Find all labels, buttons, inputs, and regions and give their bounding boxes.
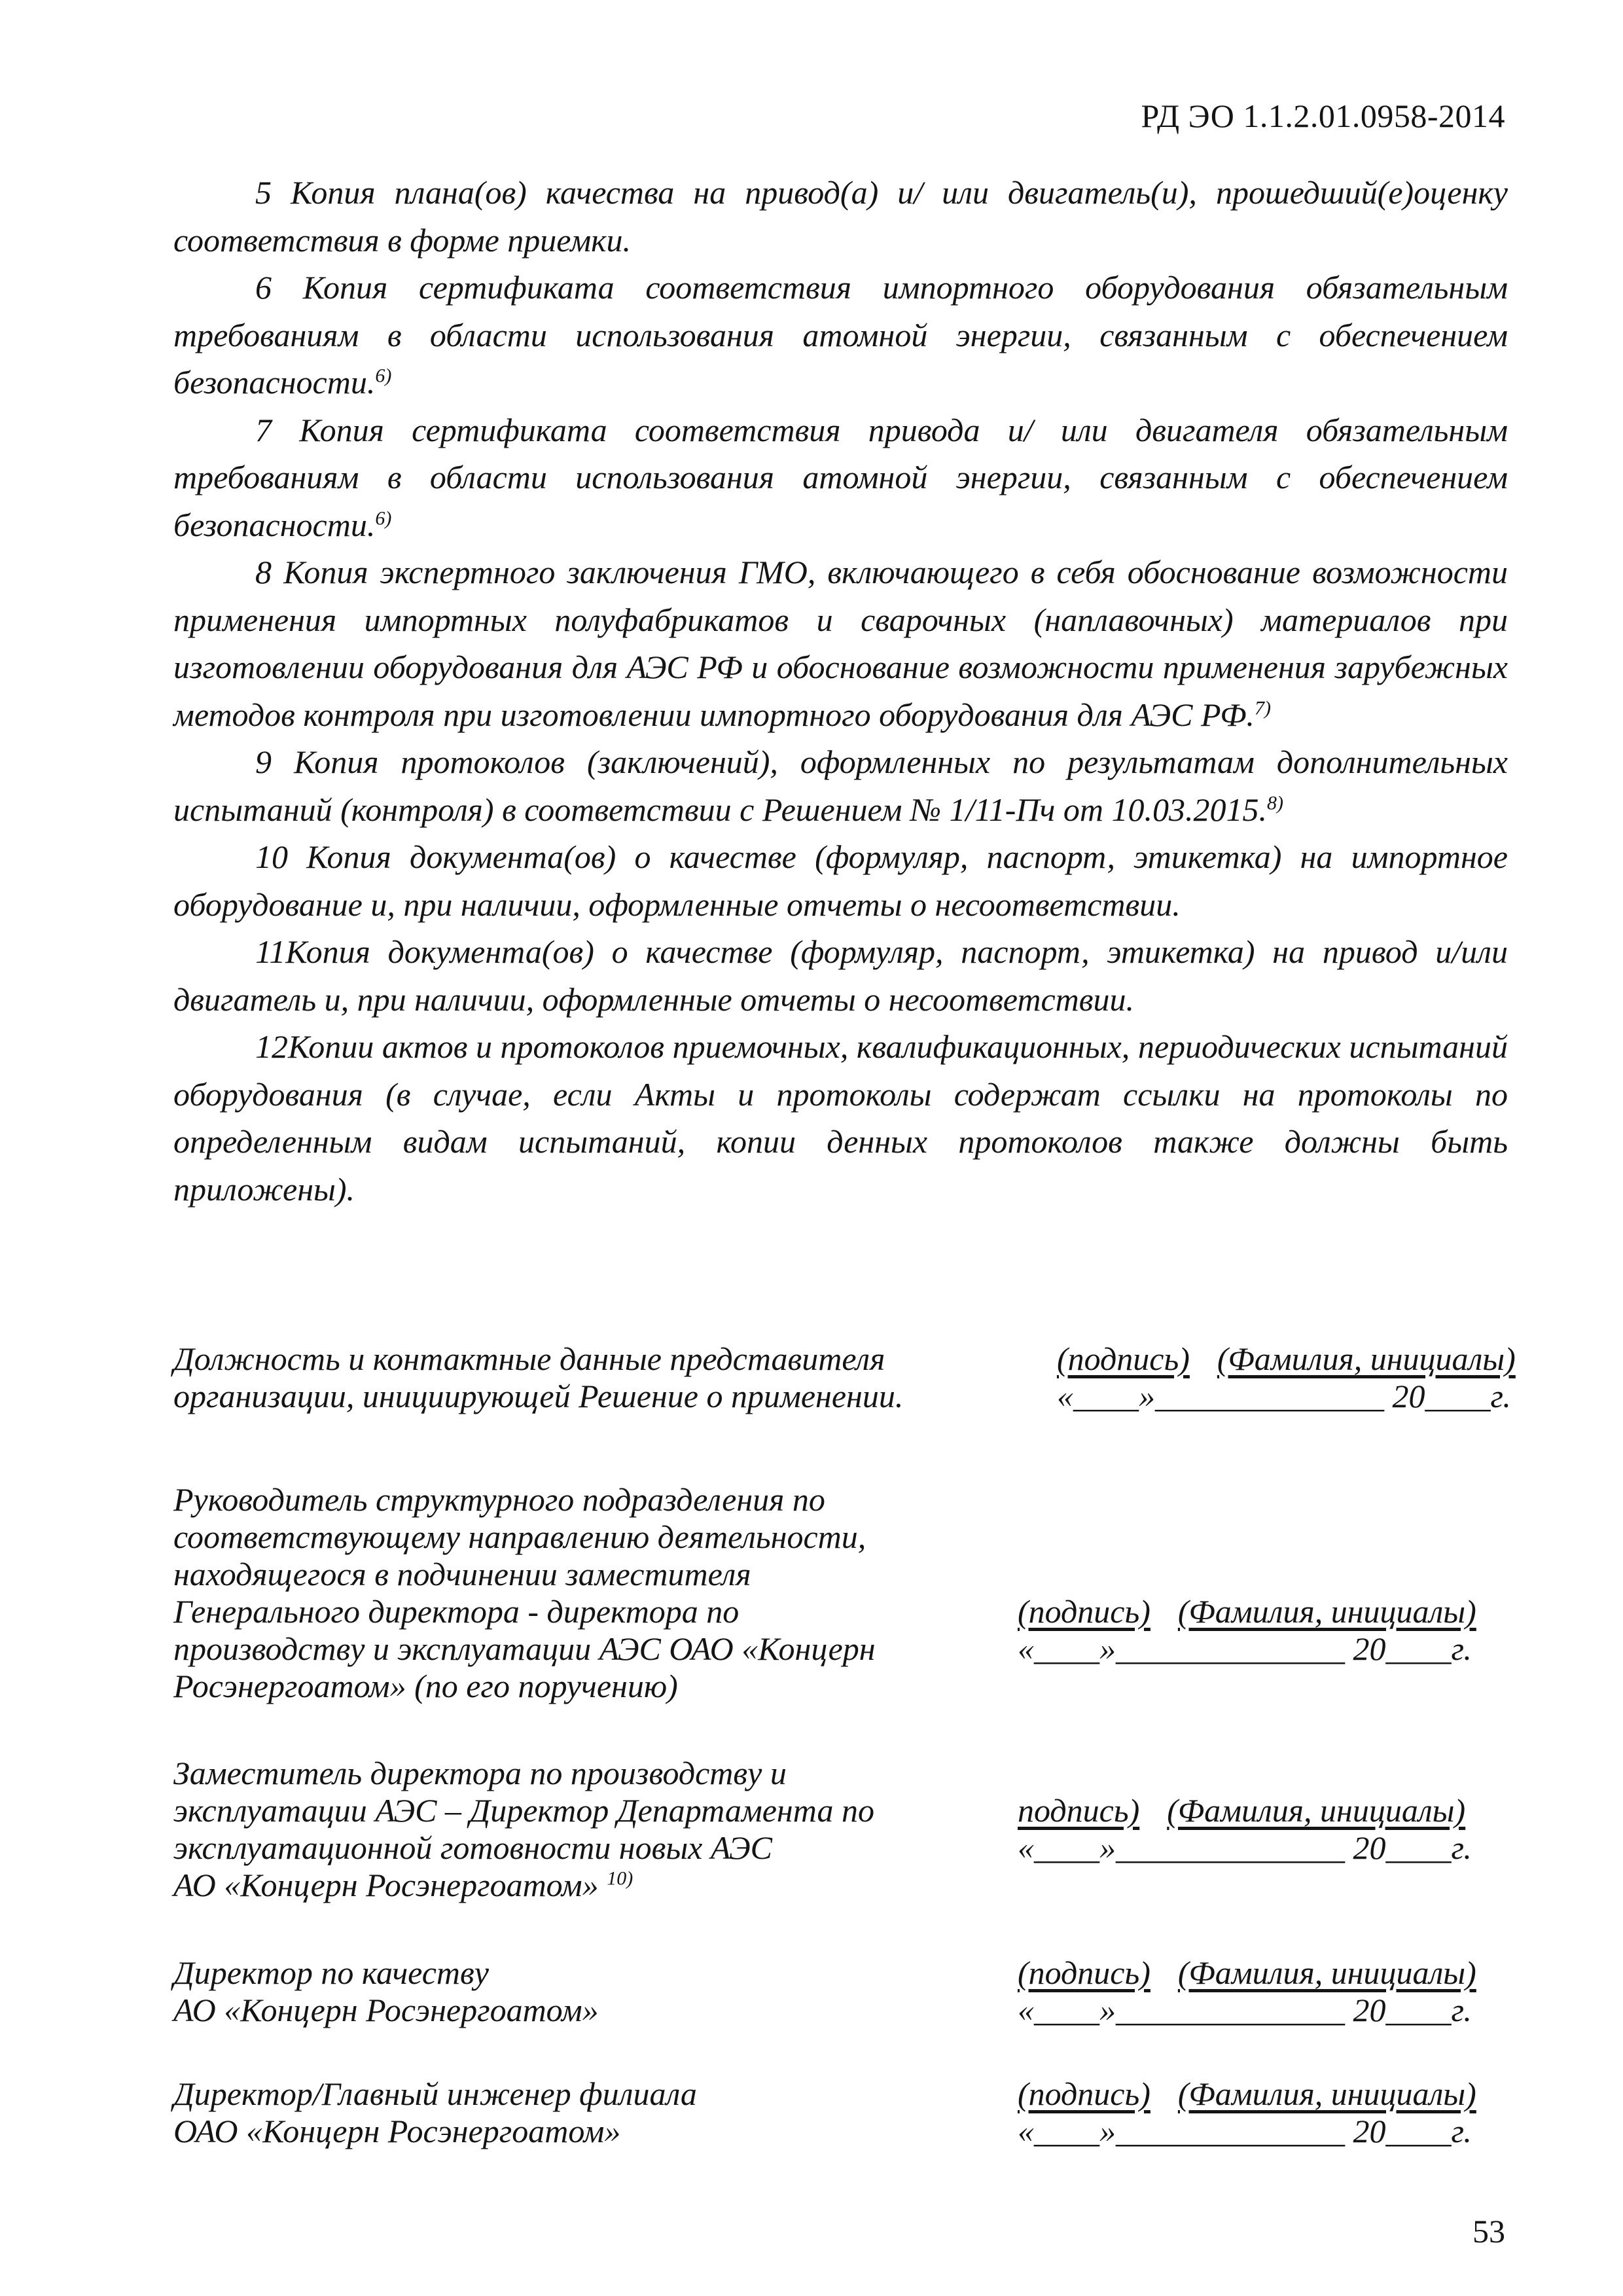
list-item-text: 10 Копия документа(ов) о качестве (формуляр, паспорт, этикетка) на импортное оборудование и, при наличии, оформленные отчеты о несоответствии. <box>173 838 1508 923</box>
signatory-line: Генерального директора - директора по <box>173 1593 740 1630</box>
footnote-ref: 6) <box>375 365 392 387</box>
list-item <box>173 928 1508 1023</box>
list-item-text: 11Копия документа(ов) о качестве (формуляр, паспорт, этикетка) на привод и/или двигатель и, при наличии, оформленные отчеты о несоответствии. <box>173 933 1508 1018</box>
name-label: (Фамилия, инициалы) <box>1167 1792 1466 1829</box>
signatory-line: производству и эксплуатации АЭС ОАО «Концерн <box>173 1630 876 1667</box>
signatory-line: Директор по качеству <box>173 1954 489 1991</box>
date-line: «____»______________ 20____г. <box>1018 1630 1472 1667</box>
list-item-text: 6 Копия сертификата соответствия импортного оборудования обязательным требованиям в области использования атомной энергии, связанным с обеспечением безопасности. <box>173 269 1508 401</box>
signatory-line: Заместитель директора по производству и <box>173 1755 787 1791</box>
signatory-line: Руководитель структурного подразделения по <box>173 1481 825 1518</box>
list-item <box>173 169 1508 264</box>
signature-fields <box>1057 1340 1516 1415</box>
name-label: (Фамилия, инициалы) <box>1177 1954 1476 1991</box>
signatory-line <box>173 1867 1024 1904</box>
signatory-line: эксплуатационной готовности новых АЭС <box>173 1829 773 1866</box>
list-item-text: 8 Копия экспертного заключения ГМО, включающего в себя обоснование возможности применения импортных полуфабрикатов и сварочных (наплавочных) материалов при изготовлении оборудования для АЭС РФ и обоснование возможности применения зарубежных методов контроля при изготовлении импортного оборудования для АЭС РФ. <box>173 554 1508 733</box>
signature-fields <box>1018 1792 1472 1867</box>
signature-label: (подпись) <box>1018 2075 1150 2112</box>
footnote-ref: 8) <box>1266 791 1283 814</box>
signature-block <box>173 1481 1558 1705</box>
date-line: «____»______________ 20____г. <box>1057 1378 1511 1414</box>
signature-label: подпись) <box>1018 1792 1140 1829</box>
list-item <box>173 738 1508 833</box>
signature-label: (подпись) <box>1057 1340 1190 1377</box>
list-item <box>173 833 1508 928</box>
signature-fields <box>1018 2075 1476 2150</box>
signature-label: (подпись) <box>1018 1593 1150 1630</box>
signatory-line: находящегося в подчинении заместителя <box>173 1556 751 1592</box>
signature-block <box>173 2075 1558 2150</box>
date-line: «____»______________ 20____г. <box>1018 1992 1472 2028</box>
signatory-line: Росэнергоатом» (по его поручению) <box>173 1668 678 1704</box>
date-line: «____»______________ 20____г. <box>1018 2113 1472 2149</box>
list-item <box>173 406 1508 549</box>
list-item-text: 9 Копия протоколов (заключений), оформленных по результатам дополнительных испытаний (контроля) в соответствии с Решением № 1/11-Пч от 10.03.2015. <box>173 744 1508 828</box>
list-item-text: 5 Копия плана(ов) качества на привод(а) и/ или двигатель(и), прошедший(е)оценку соответствия в форме приемки. <box>173 174 1508 259</box>
signature-block <box>173 1340 1558 1415</box>
signatory-position <box>173 1755 1024 1904</box>
signatory-position <box>173 1481 1024 1705</box>
document-code: РД ЭО 1.1.2.01.0958-2014 <box>1141 98 1505 134</box>
signatory-line: Должность и контактные данные представителя <box>173 1340 885 1377</box>
signature-block <box>173 1954 1558 2029</box>
list-item <box>173 548 1508 738</box>
signatory-line: АО «Концерн Росэнергоатом» <box>173 1992 599 2028</box>
signatory-position <box>173 2075 1024 2150</box>
signature-block <box>173 1755 1558 1904</box>
signatory-line: организации, инициирующей Решение о применении. <box>173 1378 904 1414</box>
signatory-line: соответствующему направлению деятельности, <box>173 1518 866 1555</box>
signature-label: (подпись) <box>1018 1954 1150 1991</box>
signatory-line: ОАО «Концерн Росэнергоатом» <box>173 2113 621 2149</box>
signatory-position <box>173 1954 1024 2029</box>
footnote-ref: 10) <box>607 1867 633 1890</box>
list-item <box>173 1023 1508 1213</box>
footnote-ref: 7) <box>1254 696 1271 719</box>
signature-fields <box>1018 1593 1476 1668</box>
list-item-text: 12Копии актов и протоколов приемочных, квалификационных, периодических испытаний оборудования (в случае, если Акты и протоколы содержат ссылки на протоколы по определенным видам испытаний, копии денных протоколов также должны быть приложены). <box>173 1028 1508 1208</box>
date-line: «____»______________ 20____г. <box>1018 1829 1472 1866</box>
signature-section <box>173 1340 1558 2150</box>
name-label: (Фамилия, инициалы) <box>1217 1340 1516 1377</box>
list-item-text: 7 Копия сертификата соответствия привода и/ или двигателя обязательным требованиям в области использования атомной энергии, связанным с обеспечением безопасности. <box>173 411 1508 543</box>
signatory-line: Директор/Главный инженер филиала <box>173 2075 697 2112</box>
signatory-line-text: АО «Концерн Росэнергоатом» <box>173 1867 599 1903</box>
signatory-position <box>173 1340 1024 1415</box>
signature-fields <box>1018 1954 1476 2029</box>
page-number: 53 <box>1472 2213 1505 2250</box>
list-item <box>173 264 1508 406</box>
footnote-ref: 6) <box>375 507 392 529</box>
name-label: (Фамилия, инициалы) <box>1177 1593 1476 1630</box>
name-label: (Фамилия, инициалы) <box>1177 2075 1476 2112</box>
signatory-line: эксплуатации АЭС – Директор Департамента по <box>173 1792 874 1829</box>
attachments-list <box>173 169 1508 1213</box>
